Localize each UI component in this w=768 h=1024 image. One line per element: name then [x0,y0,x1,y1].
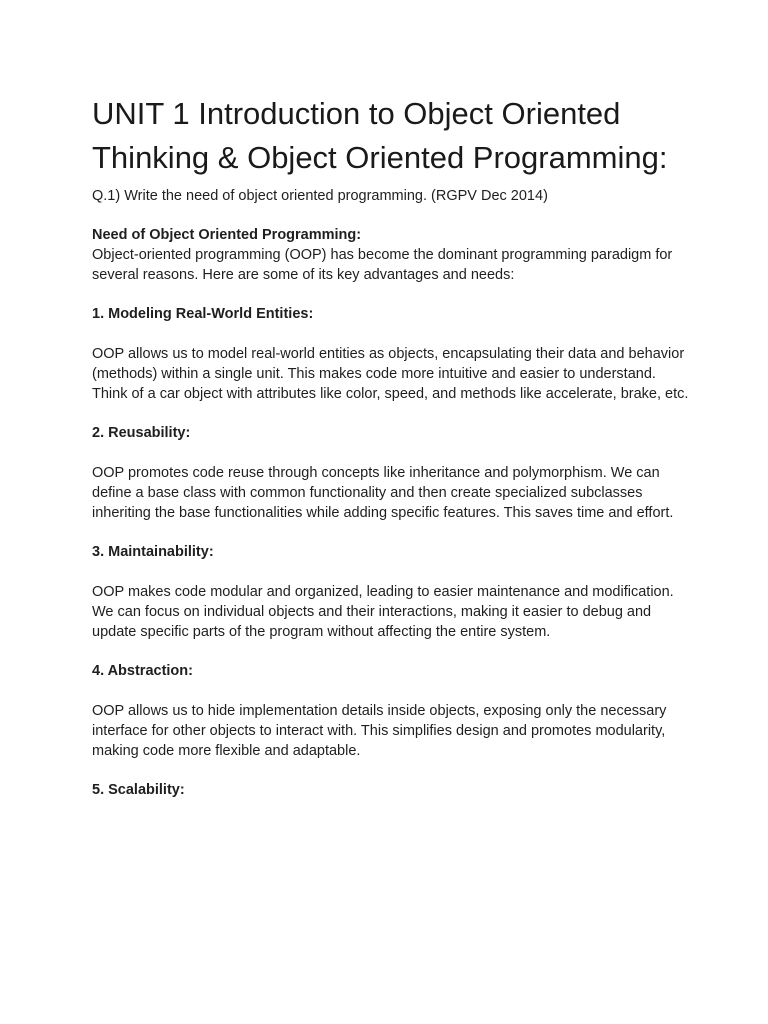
section-heading: 4. Abstraction: [92,663,193,679]
document-page [92,92,692,800]
intro-paragraph: Object-oriented programming (OOP) has become the dominant programming paradigm for several reasons. Here are some of its key advantages and needs: [92,247,673,283]
section-scalability [92,780,692,800]
section-heading: 1. Modeling Real-World Entities: [92,306,314,322]
section-abstraction [92,661,692,761]
section-reusability [92,423,692,523]
section-maintainability [92,542,692,642]
intro-heading: Need of Object Oriented Programming: [92,227,362,243]
question-text: Q.1) Write the need of object oriented programming. (RGPV Dec 2014) [92,188,548,204]
document-title: UNIT 1 Introduction to Object Oriented Thinking & Object Oriented Programming: [92,96,668,175]
section-heading: 5. Scalability: [92,782,185,798]
section-body: OOP allows us to model real-world entities as objects, encapsulating their data and behavior (methods) within a single unit. This makes code more intuitive and easier to understand. Think of a car object with attributes like color, speed, and methods like accelerate, brake, etc. [92,346,689,402]
section-body: OOP promotes code reuse through concepts like inheritance and polymorphism. We can define a base class with common functionality and then create specialized subclasses inheriting the base functionalities while adding specific features. This saves time and effort. [92,465,674,521]
section-heading: 3. Maintainability: [92,544,214,560]
section-heading: 2. Reusability: [92,425,191,441]
section-modeling [92,304,692,404]
section-body: OOP allows us to hide implementation details inside objects, exposing only the necessary interface for other objects to interact with. This simplifies design and promotes modularity, making code more flexible and adaptable. [92,703,667,759]
section-body: OOP makes code modular and organized, leading to easier maintenance and modification. We can focus on individual objects and their interactions, making it easier to debug and update specific parts of the program without affecting the entire system. [92,584,674,640]
